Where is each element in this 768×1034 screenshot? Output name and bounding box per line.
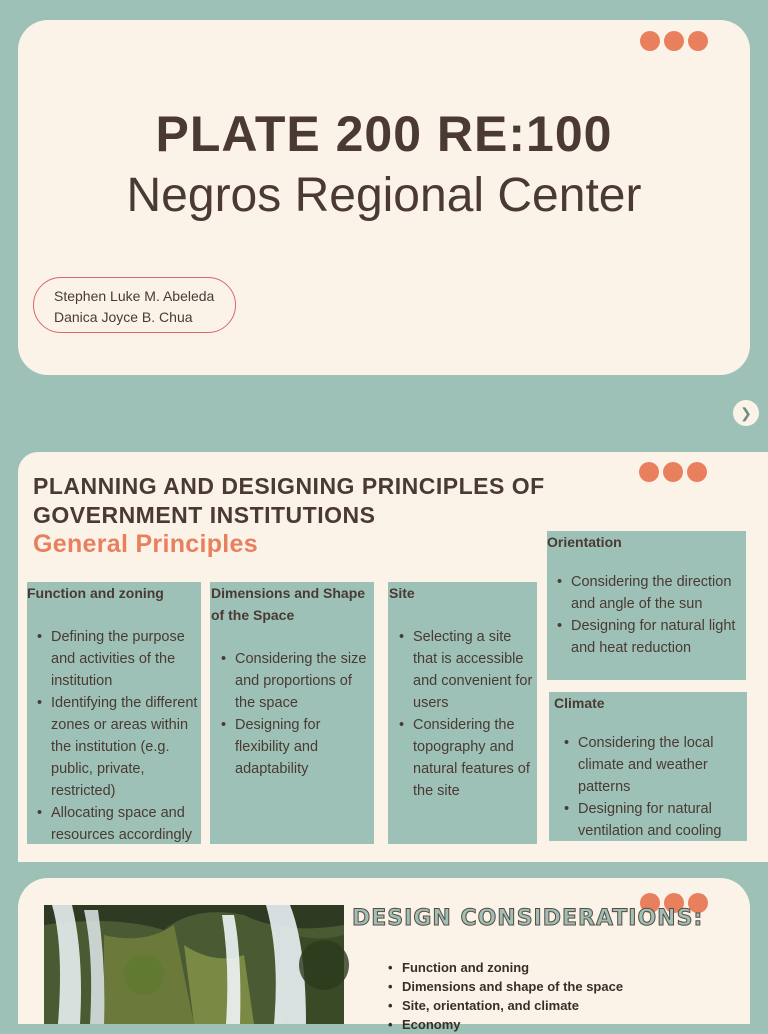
principle-card-function (27, 582, 201, 844)
list-item: • Site, orientation, and climate (388, 996, 623, 1015)
considerations-list (388, 958, 623, 1034)
principle-card-orientation (547, 531, 746, 680)
section-heading: PLANNING AND DESIGNING PRINCIPLES OF GOVERNMENT INSTITUTIONS (33, 473, 545, 528)
list-item: • Considering the direction and angle of the sun (547, 571, 746, 615)
list-item: • Designing for flexibility and adaptability (211, 714, 374, 780)
authors-pill (33, 277, 236, 333)
decorative-dots (639, 462, 707, 482)
list-item: • Considering the local climate and weather patterns (554, 732, 747, 798)
card-title: Climate (554, 695, 605, 711)
list-item: • Considering the size and proportions of the space (211, 648, 374, 714)
design-considerations-slide (18, 878, 750, 1032)
principle-card-climate (549, 692, 747, 841)
list-item: • Identifying the different zones or areas within the institution (e.g. public, private, restricted) (27, 692, 201, 802)
principle-card-site (388, 582, 537, 844)
list-item: • Designing for natural light and heat reduction (547, 615, 746, 659)
section-subheading: General Principles (33, 530, 258, 558)
list-item: • Economy (388, 1015, 623, 1034)
card-title: Orientation (547, 534, 622, 550)
dot-icon (664, 31, 684, 51)
slide-subtitle: Negros Regional Center (126, 169, 642, 222)
dot-icon (687, 462, 707, 482)
list-item: • Designing for natural ventilation and cooling (554, 798, 747, 842)
dot-icon (663, 462, 683, 482)
list-item: • Function and zoning (388, 958, 623, 977)
card-title: Site (389, 585, 415, 601)
title-slide (18, 20, 750, 375)
card-title: Dimensions and Shape of the Space (211, 585, 366, 623)
author-name: Stephen Luke M. Abeleda (54, 288, 215, 304)
dot-icon (640, 31, 660, 51)
dot-icon (688, 31, 708, 51)
author-name: Danica Joyce B. Chua (54, 309, 193, 325)
decorative-dots (640, 31, 708, 51)
list-item: • Selecting a site that is accessible and convenient for users (389, 626, 537, 714)
slide-title: PLATE 200 RE:100 (155, 106, 613, 162)
next-slide-button[interactable] (733, 400, 759, 426)
waterfall-photo (44, 905, 344, 1024)
list-item: • Considering the topography and natural features of the site (389, 714, 537, 802)
principles-slide (18, 452, 768, 862)
section-heading: DESIGN CONSIDERATIONS: (352, 906, 704, 931)
chevron-right-icon: ❯ (740, 404, 752, 421)
list-item: • Allocating space and resources accordingly (27, 802, 201, 846)
principle-card-dimensions (210, 582, 374, 844)
list-item: • Dimensions and shape of the space (388, 977, 623, 996)
card-title: Function and zoning (27, 585, 164, 601)
list-item: • Defining the purpose and activities of the institution (27, 626, 201, 692)
